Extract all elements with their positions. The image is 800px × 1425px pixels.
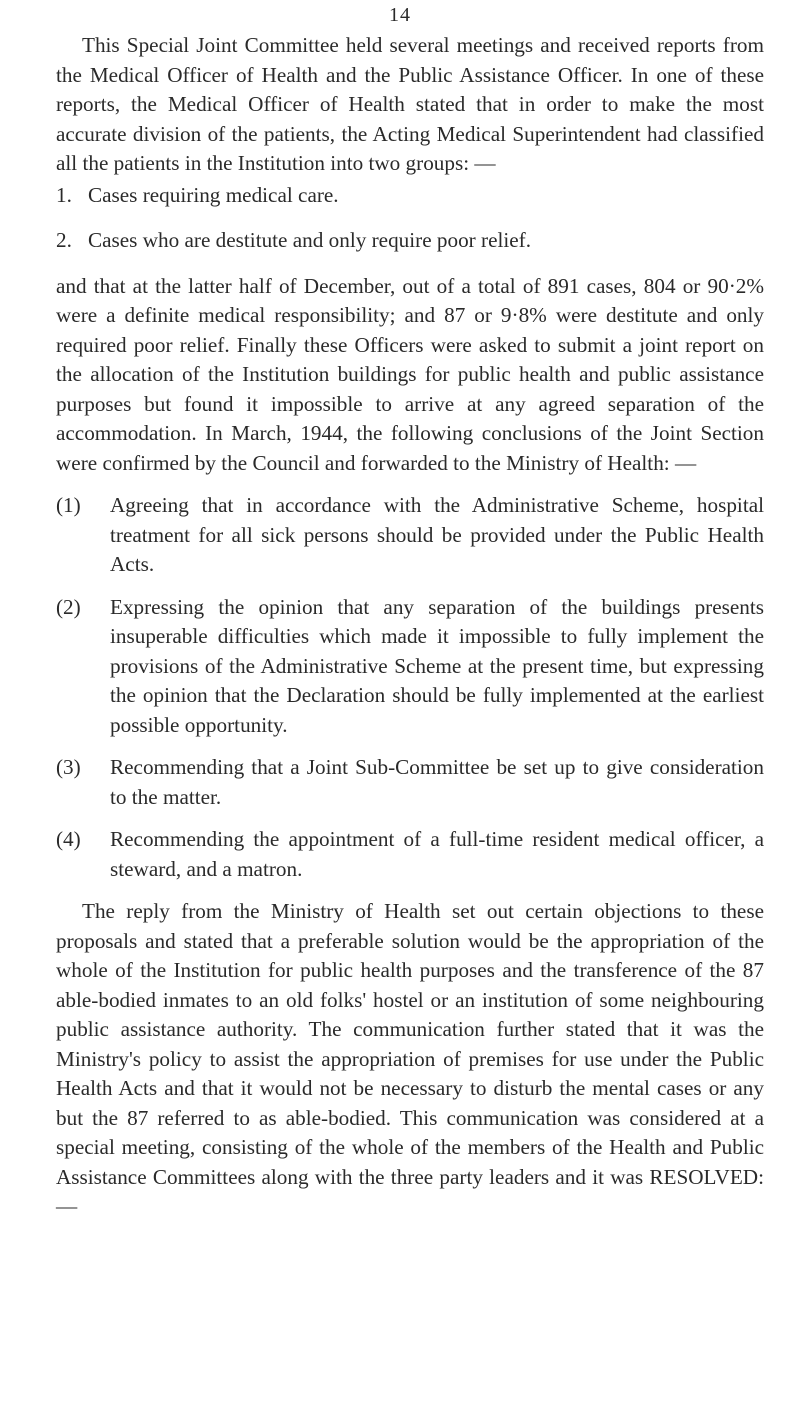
middle-paragraph: and that at the latter half of December, out of a total of 891 cases, 804 or 90·2% were a definite medical responsibility; and 87 or 9·8% were destitute and only required poor relief. Finally these Officers were asked to submit a joint report on the allocation of the Institution buildings for public health and public assistance purposes but found it impossible to arrive at any agreed separation of the accommodation. In March, 1944, the following conclusions of the Joint Section were confirmed by the Council and forwarded to the Ministry of Health: — (56, 273, 764, 475)
conclusion-item (56, 825, 764, 884)
intro-paragraph: This Special Joint Committee held several meetings and received reports from the Medical Officer of Health and the Public Assistance Officer. In one of these reports, the Medical Officer of Health stated that in order to make the most accurate division of the patients, the Acting Medical Superintendent had classified all the patients in the Institution into two groups: — (56, 33, 764, 175)
list-item (56, 181, 764, 211)
conclusion-text: Expressing the opinion that any separation of the buildings presents insuperable difficulties which made it impossible to fully implement the provisions of the Administrative Scheme at the present time, but expressing the opinion that the Declaration should be fully implemented at the earliest possible opportunity. (110, 594, 764, 737)
conclusion-number: (1) (56, 493, 81, 517)
conclusion-number: (2) (56, 594, 81, 619)
document-body (56, 31, 764, 1222)
list-item-number: 2. (56, 228, 72, 252)
list-item-text: Cases who are destitute and only require poor relief. (88, 228, 532, 252)
list-item-text: Cases requiring medical care. (88, 182, 339, 207)
conclusion-text: Recommending that a Joint Sub-Committee be set up to give consideration to the matter. (110, 755, 764, 809)
conclusion-item (56, 753, 764, 812)
list-item-number: 1. (56, 182, 72, 207)
conclusion-number: (4) (56, 827, 81, 851)
conclusion-item (56, 491, 764, 580)
conclusion-number: (3) (56, 755, 81, 779)
patient-groups-list (56, 181, 764, 256)
page-number: 14 (389, 4, 411, 26)
conclusions-list (56, 491, 764, 884)
list-item (56, 226, 764, 256)
closing-paragraph: The reply from the Ministry of Health set out certain objections to these proposals and stated that a preferable solution would be the appropriation of the whole of the Institution for public health purposes and the transference of the 87 able-bodied inmates to an old folks' hostel or an institution of some neighbouring public assistance authority. The communication further stated that it was the Ministry's policy to assist the appropriation of premises for use under the Public Health Acts and that it would not be necessary to disturb the mental cases or any but the 87 referred to as able-bodied. This communication was considered at a special meeting, consisting of the whole of the members of the Health and Public Assistance Committees along with the three party leaders and it was RESOLVED: — (56, 899, 764, 1218)
conclusion-text: Agreeing that in accordance with the Administrative Scheme, hospital treatment for all sick persons should be provided under the Public Health Acts. (110, 493, 764, 576)
conclusion-item (56, 593, 764, 741)
conclusion-text: Recommending the appointment of a full-time resident medical officer, a steward, and a matron. (110, 827, 764, 881)
